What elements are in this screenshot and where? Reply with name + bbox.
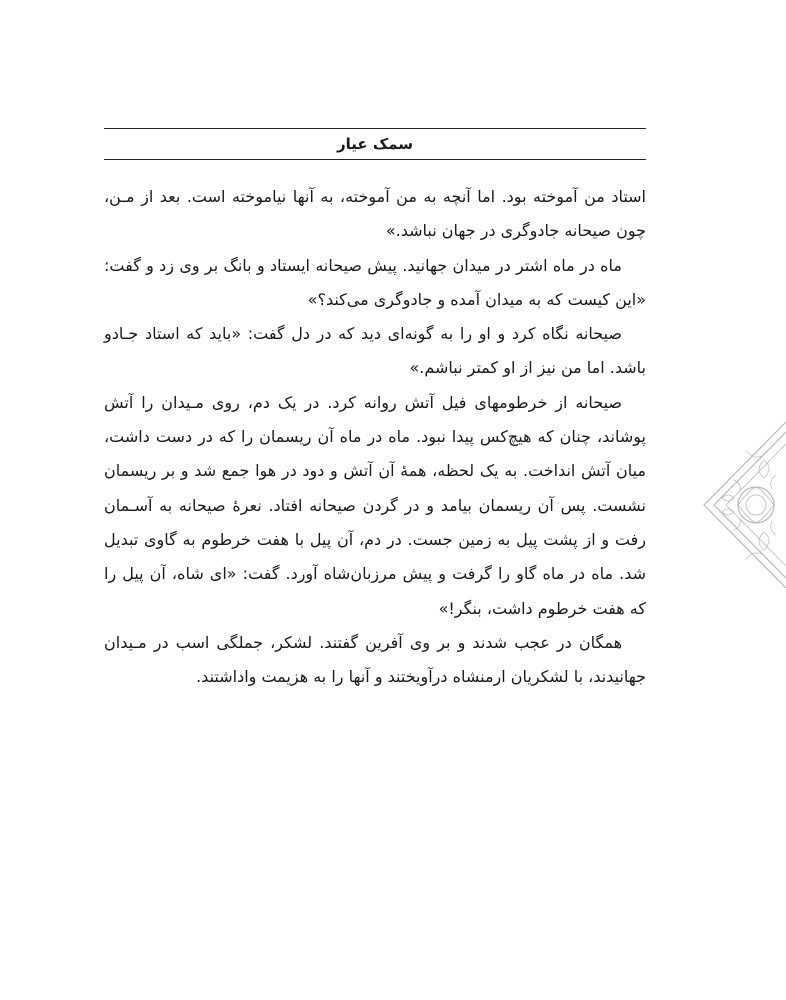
arabesque-ornament-icon [694, 420, 786, 590]
paragraph: همگان در عجب شدند و بر وی آفرین گفتند. لشکر، جملگی اسب در مـیدان جهانیدند، با لشکریان ارمنشاه درآویختند و آنها را به هزیمت واداشتند. [104, 632, 646, 687]
running-head: سمک عیار [336, 135, 414, 153]
paragraph: استاد من آموخته بود. اما آنچه به من آموخته، به آنها نیاموخته است. بعد از مـن، چون صیحانه جادوگری در جهان نباشد.» [104, 187, 646, 241]
header-rule-top [104, 128, 646, 129]
paragraph: صیحانه نگاه کرد و او را به گونه‌ای دید که در دل گفت: «باید که استاد جـادو باشد. اما من نیز از او کمتر نباشم.» [104, 324, 646, 378]
body-text [104, 180, 646, 694]
paragraph: صیحانه از خرطومهای فیل آتش روانه کرد. در یک دم، روی مـیدان را آتش پوشاند، چنان که هیچ‌کس پیدا نبود. ماه در ماه آن ریسمان را که در دست داشت، میان آتش انداخت. به یک لحظه، همهٔ آن آتش و دود در هوا جمع شد و بر ریسمان نشست. پس آن ریسمان بیامد و در گردن صیحانه افتاد. نعرهٔ صیحانه به آسـمان رفت و از پشت پیل به زمین جست. در دم، آن پیل با هفت خرطوم به گاوی تبدیل شد. ماه در ماه گاو را گرفت و پیش مرزبان‌شاه آورد. گفت: «ای شاه، آن پیل را که هفت خرطوم داشت، بنگر!» [104, 392, 646, 618]
header-rule-bottom [104, 159, 646, 160]
paragraph: ماه در ماه اشتر در میدان جهانید. پیش صیحانه ایستاد و بانگ بر وی زد و گفت: «این کیست که به میدان آمده و جادوگری می‌کند؟» [104, 255, 646, 309]
